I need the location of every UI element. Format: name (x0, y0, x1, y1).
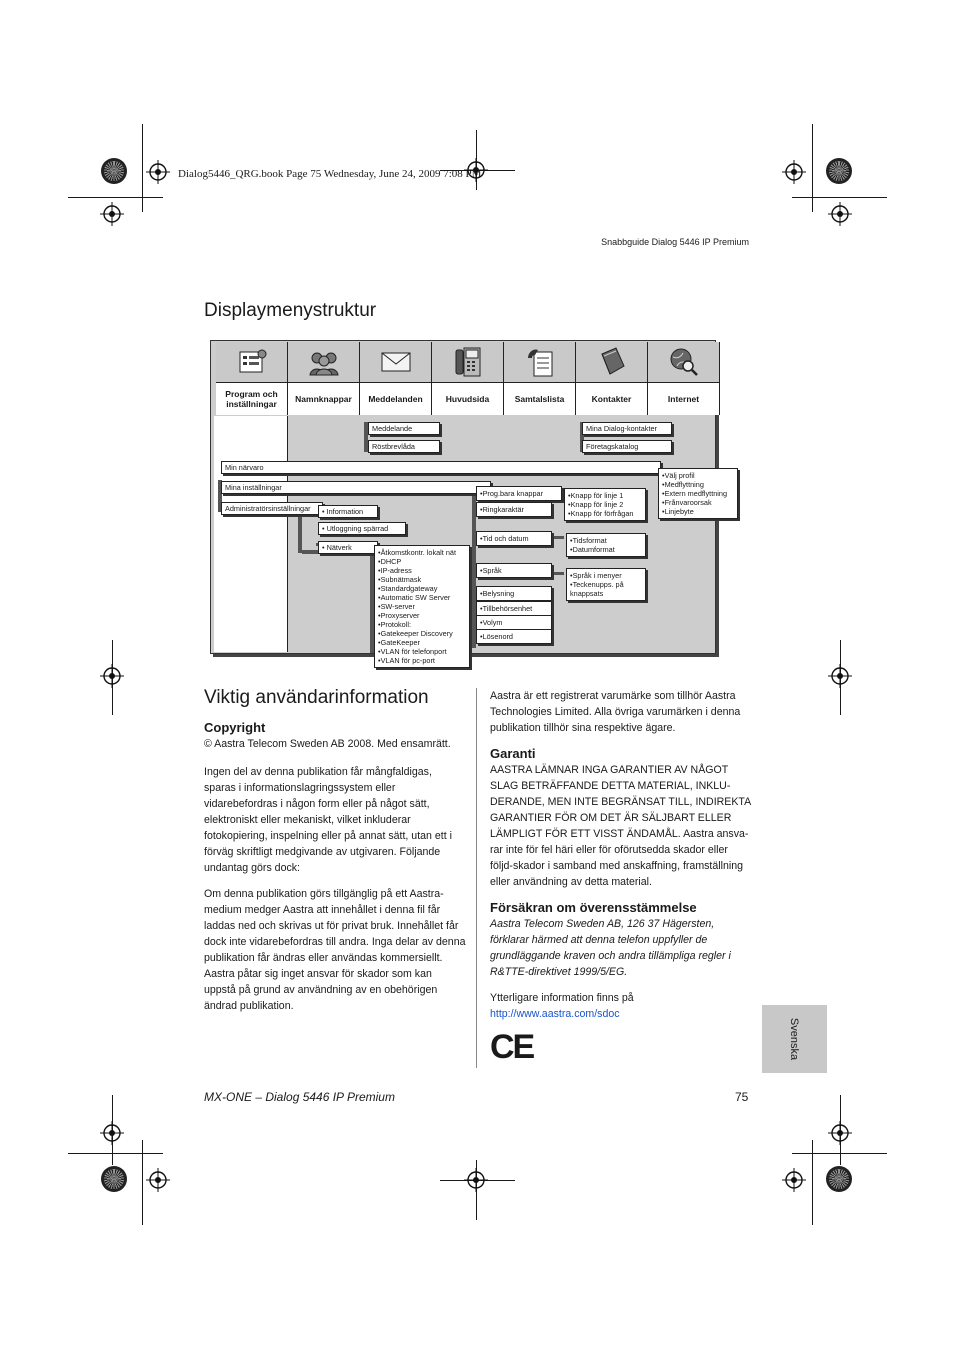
more-info-text: Ytterligare information finns på (490, 992, 634, 1004)
call-list-icon (524, 346, 556, 378)
copyright-paragraph-2: Om denna publikation görs tillgänglig på ett Aastra-medium medger Aastra att innehållet i denna fil får laddas ned och skrivas ut för privat bruk. Innehållet får dock inte vidarebefordras till andra. Inga delar av denna publikation får ändras eller användas kommersiellt. Aastra påtar sig inget ansvar för skador som kan uppstå på grund av användning av en obehörigen ändrad publikation. (204, 888, 466, 1012)
people-icon (307, 348, 341, 376)
list-item: • Automatic SW Server (378, 593, 466, 602)
color-target-icon (101, 158, 127, 184)
book-icon (596, 346, 628, 378)
menu-item-sprak: • Språk (476, 563, 552, 578)
natverk-list (374, 545, 470, 668)
garanti-text: AASTRA LÄMNAR INGA GARANTIER AV NÅGOT SLAG BETRÄFFANDE DETTA MATERIAL, INKLU-DERANDE, MEN INTE BEGRÄNSAT TILL, INDIREKTA GARANTIER FÖR OM DET ÄR SÄLJBART ELLER LÄMPLIGT FÖR ETT VISST ÄNDAMÅL. Aastra ansva-rar inte för fel häri eller för oförutsedda skador eller följd-skador i samband med anskaffning, framställning eller användning av detta material. (490, 764, 751, 888)
list-item: • Linjebyte (662, 507, 734, 516)
menu-column-huvudsida (432, 342, 504, 415)
list-item: • IP-adress (378, 566, 466, 575)
menu-column-label: Program och inställningar (225, 389, 278, 409)
menu-item-losenord: • Lösenord (476, 629, 552, 644)
registration-mark-icon (782, 1168, 806, 1192)
diagram-left-panel (214, 416, 288, 652)
registration-mark-icon (828, 664, 852, 688)
list-item: • Extern medflyttning (662, 489, 734, 498)
list-item: • VLAN för telefonport (378, 647, 466, 656)
menu-column-meddelanden (360, 342, 432, 415)
registration-mark-icon (146, 1168, 170, 1192)
column-divider (476, 688, 477, 1068)
color-target-icon (826, 1166, 852, 1192)
menu-item-min-narvaro: Min närvaro (221, 461, 661, 474)
list-item: • DHCP (378, 557, 466, 566)
envelope-icon (380, 350, 412, 374)
menu-column-program (216, 342, 288, 415)
menu-item-foretagskatalog: Företagskatalog (582, 440, 672, 453)
menu-item-progknappar: • Prog.bara knappar (476, 486, 562, 501)
progknappar-list: • Knapp för linje 1 • Knapp för linje 2 • Knapp för förfrågan (564, 488, 646, 521)
menu-item-volym: • Volym (476, 615, 552, 630)
language-tab (762, 1005, 827, 1073)
menu-column-label: Huvudsida (445, 394, 490, 404)
list-item: • SW-server (378, 602, 466, 611)
menu-item-mina-dialog-kontakter: Mina Dialog-kontakter (582, 422, 672, 435)
menu-column-label: Kontakter (591, 394, 632, 404)
list-item: • VLAN för pc-port (378, 656, 466, 665)
registration-mark-icon (464, 1168, 488, 1192)
copyright-heading: Copyright (204, 720, 266, 735)
color-target-icon (101, 1166, 127, 1192)
trademark-text: Aastra är ett registrerat varumärke som tillhör Aastra Technologies Limited. Alla övriga varumärken i denna publikation tillhör sina respektive ägare. (490, 690, 741, 734)
menu-column-label: Internet (667, 394, 700, 404)
menu-column-samtalslista (504, 342, 576, 415)
list-item: • Subnätmask (378, 575, 466, 584)
registration-mark-icon (100, 202, 124, 226)
menu-item-tillbehorsenhet: • Tillbehörsenhet (476, 601, 552, 616)
color-target-icon (826, 158, 852, 184)
menu-column-internet (648, 342, 720, 415)
menu-column-label: Samtalslista (514, 394, 565, 404)
list-item: • Medflyttning (662, 480, 734, 489)
list-item: • GateKeeper (378, 638, 466, 647)
list-item: • Frånvaroorsak (662, 498, 734, 507)
menu-column-namnknappar (288, 342, 360, 415)
list-item: • Välj profil (662, 471, 734, 480)
conformity-heading: Försäkran om överensstämmelse (490, 900, 697, 915)
tid-list: • Tidsformat • Datumformat (566, 533, 646, 557)
menu-structure-diagram (204, 340, 728, 665)
menu-item-natverk: • Nätverk (318, 541, 378, 554)
list-item: • Gatekeeper Discovery (378, 629, 466, 638)
language-tab-label: Svenska (788, 1017, 801, 1061)
menu-column-label: Meddelanden (368, 394, 423, 404)
section-title-user-info: Viktig användarinformation (204, 687, 429, 708)
menu-column-label: Namnknappar (295, 394, 352, 404)
print-slug: Dialog5446_QRG.book Page 75 Wednesday, June 24, 2009 7:08 PM (178, 168, 482, 180)
min-narvaro-list (658, 468, 738, 519)
menu-item-ringkaraktar: • Ringkaraktär (476, 502, 552, 517)
section-title-display-menu: Displaymenystruktur (204, 300, 377, 321)
copyright-line: © Aastra Telecom Sweden AB 2008. Med ensamrätt. (204, 738, 451, 750)
conformity-text: Aastra Telecom Sweden AB, 126 37 Hägersten, förklarar härmed att denna telefon uppfyller de grundläggande kraven och andra tillämpliga regler i R&TTE-direktivet 1999/5/EG. (490, 918, 731, 978)
menu-item-tid-datum: • Tid och datum (476, 531, 552, 546)
phone-icon (453, 346, 483, 378)
page-number: 75 (735, 1090, 749, 1104)
menu-item-utloggning: • Utloggning spärrad (318, 522, 406, 535)
registration-mark-icon (828, 202, 852, 226)
settings-icon (236, 348, 268, 376)
conformity-more (490, 990, 752, 1022)
menu-item-rostbrevlada: Röstbrevlåda (368, 440, 440, 453)
menu-item-admin-installningar: Administratörsinställningar (221, 502, 323, 515)
copyright-paragraph-1: Ingen del av denna publikation får mångfaldigas, sparas i informationslagringssystem eller vidarebefordras i någon form eller på något sätt, elektroniskt eller mekaniskt, vilket inkluderar fotokopiering, inspelning eller på annat sätt, utan ett i förväg skriftligt medgivande av utgivaren. Följande undantag görs dock: (204, 766, 452, 874)
registration-mark-icon (100, 664, 124, 688)
footer-title: MX-ONE – Dialog 5446 IP Premium (204, 1090, 395, 1104)
running-header: Snabbguide Dialog 5446 IP Premium (601, 237, 749, 247)
registration-mark-icon (782, 160, 806, 184)
sprak-list: • Språk i menyer • Teckenupps. på knappsats (566, 568, 646, 601)
registration-mark-icon (100, 1121, 124, 1145)
menu-column-kontakter (576, 342, 648, 415)
list-item: • Standardgateway (378, 584, 466, 593)
list-item: • Proxyserver (378, 611, 466, 620)
column-right (490, 688, 752, 1022)
menu-item-belysning: • Belysning (476, 586, 552, 601)
list-item: • Åtkomstkontr. lokalt nät (378, 548, 466, 557)
menu-item-information: • Information (318, 505, 378, 518)
sdoc-link[interactable]: http://www.aastra.com/sdoc (490, 1008, 620, 1020)
menu-item-meddelande: Meddelande (368, 422, 440, 435)
garanti-heading: Garanti (490, 746, 536, 761)
column-left (204, 720, 466, 1024)
globe-search-icon (668, 346, 700, 378)
registration-mark-icon (146, 160, 170, 184)
menu-item-mina-installningar: Mina inställningar (221, 481, 491, 494)
list-item: • Protokoll: (378, 620, 466, 629)
registration-mark-icon (828, 1121, 852, 1145)
ce-mark-icon: CE (490, 1028, 534, 1066)
